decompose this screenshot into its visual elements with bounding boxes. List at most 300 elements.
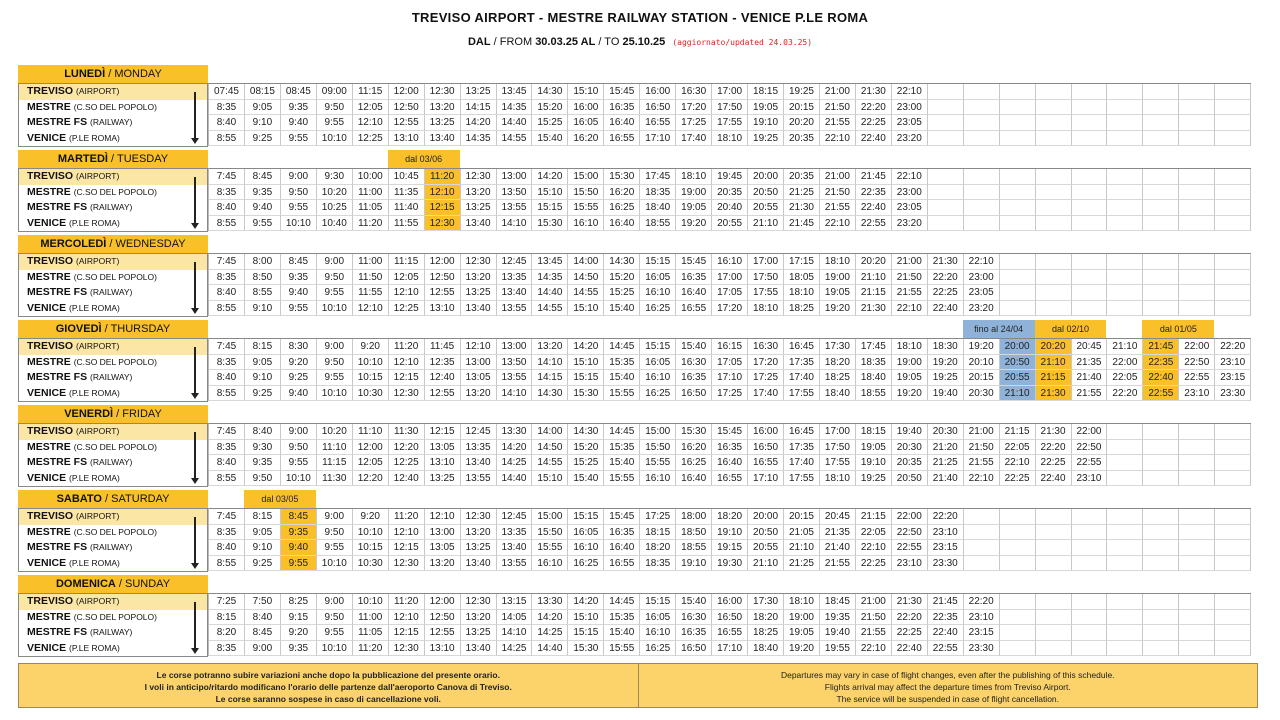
day-name-en: MONDAY: [114, 68, 162, 80]
stop-name: MESTRE: [27, 610, 71, 623]
time-cell: 15:10: [568, 610, 604, 626]
time-cell: 11:20: [389, 339, 425, 355]
time-cell: 15:50: [532, 525, 568, 541]
stop-row: [19, 540, 207, 556]
day-label: LUNEDÌ / MONDAY: [18, 65, 208, 83]
time-cell: 21:50: [856, 610, 892, 626]
time-cell: 18:20: [748, 610, 784, 626]
time-cell: 13:55: [461, 471, 497, 487]
stop-name: VENICE: [27, 131, 67, 144]
stop-name: MESTRE: [27, 355, 71, 368]
time-cell: 12:10: [353, 301, 389, 317]
time-cell: 9:00: [245, 641, 281, 657]
day-name-en: SUNDAY: [125, 578, 171, 590]
time-cell: 16:50: [640, 100, 676, 116]
time-cell: 09:00: [317, 84, 353, 100]
times-grid: [208, 593, 1251, 656]
time-cell: 15:55: [532, 540, 568, 556]
time-cell: 20:20: [1036, 339, 1072, 355]
time-cell: [964, 556, 1000, 572]
time-cell: 13:10: [389, 131, 425, 147]
time-cell: [1072, 641, 1108, 657]
time-cell: 13:00: [497, 169, 533, 185]
time-cell: 08:15: [245, 84, 281, 100]
footer-english: [639, 664, 1258, 707]
time-cell: 16:10: [640, 285, 676, 301]
time-cell: [1143, 641, 1179, 657]
time-cell: 9:55: [281, 556, 317, 572]
time-cell: [1107, 115, 1143, 131]
time-cell: [1215, 509, 1251, 525]
time-cell: [1036, 625, 1072, 641]
time-cell: 8:55: [209, 301, 245, 317]
time-cell: 14:40: [497, 115, 533, 131]
time-cell: 9:55: [317, 540, 353, 556]
time-cell: 18:15: [856, 424, 892, 440]
time-cell: 9:25: [245, 386, 281, 402]
time-cell: [1072, 84, 1108, 100]
time-cell: [1107, 471, 1143, 487]
time-cell: [1215, 625, 1251, 641]
time-cell: 17:30: [820, 339, 856, 355]
time-cell: [1143, 594, 1179, 610]
time-cell: 17:15: [784, 254, 820, 270]
time-cell: 10:40: [317, 216, 353, 232]
time-cell: 17:10: [748, 471, 784, 487]
time-cell: 22:10: [1000, 455, 1036, 471]
time-cell: 8:40: [209, 370, 245, 386]
stop-subname: (P.LE ROMA): [69, 557, 120, 568]
time-cell: 13:40: [461, 556, 497, 572]
stop-name: VENICE: [27, 216, 67, 229]
time-cell: 8:40: [209, 285, 245, 301]
time-cell: 15:15: [640, 254, 676, 270]
time-cell: 16:40: [604, 115, 640, 131]
times-grid: [208, 508, 1251, 571]
time-cell: 21:35: [820, 525, 856, 541]
time-cell: 13:40: [497, 540, 533, 556]
time-cell: [964, 169, 1000, 185]
time-cell: 13:40: [461, 216, 497, 232]
time-cell: 12:00: [425, 594, 461, 610]
time-cell: 21:10: [1036, 355, 1072, 371]
time-cell: 21:55: [1072, 386, 1108, 402]
time-cell: [1036, 285, 1072, 301]
time-cell: [1107, 185, 1143, 201]
time-cell: 23:20: [892, 216, 928, 232]
time-cell: 9:10: [245, 301, 281, 317]
time-cell: 12:10: [389, 525, 425, 541]
day-section: [18, 150, 1258, 235]
time-cell: [1072, 216, 1108, 232]
time-cell: 22:10: [892, 84, 928, 100]
time-cell: [1143, 200, 1179, 216]
day-section: [18, 320, 1258, 405]
time-cell: 17:10: [640, 131, 676, 147]
stop-row: [19, 100, 207, 116]
time-cell: 10:45: [389, 169, 425, 185]
time-cell: 20:00: [1000, 339, 1036, 355]
time-cell: 22:05: [1107, 370, 1143, 386]
stop-row: [19, 386, 207, 402]
time-cell: 20:45: [820, 509, 856, 525]
down-arrow-icon: [194, 347, 196, 395]
time-cell: 14:45: [604, 339, 640, 355]
time-cell: 20:50: [748, 525, 784, 541]
time-cell: 20:15: [784, 509, 820, 525]
time-cell: 22:20: [1107, 386, 1143, 402]
time-cell: 9:55: [245, 216, 281, 232]
time-cell: 14:20: [532, 169, 568, 185]
time-cell: 15:25: [568, 455, 604, 471]
time-cell: 11:35: [389, 185, 425, 201]
time-cell: 17:45: [640, 169, 676, 185]
time-cell: 23:10: [1179, 386, 1215, 402]
time-cell: 10:20: [317, 185, 353, 201]
stop-list: [18, 338, 208, 402]
time-cell: 15:10: [532, 471, 568, 487]
time-cell: 16:05: [568, 115, 604, 131]
time-cell: 17:45: [856, 339, 892, 355]
time-cell: 15:00: [532, 509, 568, 525]
time-cell: 8:40: [209, 455, 245, 471]
time-cell: 20:30: [892, 440, 928, 456]
time-cell: 11:15: [317, 455, 353, 471]
timetable: [18, 65, 1258, 660]
time-cell: 14:10: [497, 216, 533, 232]
time-cell: [1215, 455, 1251, 471]
stop-row: [19, 424, 207, 440]
time-cell: 12:10: [389, 285, 425, 301]
footer-it-line: Le corse saranno sospese in caso di cancellazione voli.: [215, 694, 441, 704]
time-cell: 19:35: [820, 610, 856, 626]
down-arrow-icon: [194, 177, 196, 225]
time-cell: 13:25: [461, 285, 497, 301]
time-cell: [1000, 301, 1036, 317]
time-cell: [1072, 131, 1108, 147]
time-cell: 16:10: [712, 254, 748, 270]
time-cell: 21:55: [820, 115, 856, 131]
time-cell: 18:40: [640, 200, 676, 216]
time-cell: 17:40: [676, 131, 712, 147]
stop-name: MESTRE FS: [27, 286, 88, 298]
time-cell: 19:20: [964, 339, 1000, 355]
stop-subname: (C.SO DEL POPOLO): [73, 526, 157, 537]
time-cell: 22:25: [928, 285, 964, 301]
time-cell: 16:10: [568, 216, 604, 232]
time-cell: 11:40: [389, 200, 425, 216]
time-cell: 9:20: [353, 509, 389, 525]
time-cell: 11:55: [389, 216, 425, 232]
stop-name: MESTRE FS: [27, 626, 88, 638]
time-cell: 8:00: [245, 254, 281, 270]
time-cell: 9:35: [281, 100, 317, 116]
time-cell: 15:15: [640, 339, 676, 355]
time-cell: 23:10: [1072, 471, 1108, 487]
time-cell: 14:40: [532, 641, 568, 657]
day-name-it: MARTEDÌ: [57, 153, 108, 165]
time-cell: 19:25: [784, 84, 820, 100]
time-cell: 9:10: [245, 370, 281, 386]
time-cell: 9:50: [317, 270, 353, 286]
time-cell: 9:00: [317, 339, 353, 355]
time-cell: [928, 115, 964, 131]
time-cell: 11:20: [353, 641, 389, 657]
day-name-it: SABATO: [56, 493, 102, 505]
time-cell: 16:20: [676, 440, 712, 456]
time-cell: 16:20: [568, 131, 604, 147]
time-cell: 23:15: [964, 625, 1000, 641]
time-cell: 22:55: [1072, 455, 1108, 471]
time-cell: 22:25: [856, 115, 892, 131]
time-cell: [1215, 285, 1251, 301]
time-cell: [1107, 84, 1143, 100]
date-note: dal 03/06: [388, 150, 460, 168]
day-section: [18, 490, 1258, 575]
time-cell: 13:40: [497, 285, 533, 301]
time-cell: 14:15: [532, 370, 568, 386]
time-cell: 15:40: [532, 131, 568, 147]
time-cell: [1000, 254, 1036, 270]
time-cell: 8:30: [281, 339, 317, 355]
stop-row: [19, 471, 207, 487]
time-cell: 18:10: [748, 301, 784, 317]
time-cell: 8:35: [209, 270, 245, 286]
time-cell: 12:50: [425, 610, 461, 626]
time-cell: 9:10: [245, 540, 281, 556]
time-cell: [1107, 301, 1143, 317]
stop-list: [18, 253, 208, 317]
time-cell: 8:40: [209, 540, 245, 556]
time-cell: 18:05: [784, 270, 820, 286]
time-cell: 16:10: [640, 471, 676, 487]
time-cell: 8:35: [209, 641, 245, 657]
time-cell: [1072, 254, 1108, 270]
time-cell: 23:30: [1215, 386, 1251, 402]
time-cell: 18:00: [676, 509, 712, 525]
time-cell: [1036, 270, 1072, 286]
time-cell: 16:35: [676, 370, 712, 386]
time-cell: 12:25: [353, 131, 389, 147]
stop-row: [19, 339, 207, 355]
time-cell: 19:05: [892, 370, 928, 386]
time-cell: 17:55: [784, 386, 820, 402]
time-cell: 22:10: [892, 169, 928, 185]
time-cell: 8:35: [209, 440, 245, 456]
down-arrow-icon: [194, 262, 196, 310]
time-cell: 15:30: [568, 641, 604, 657]
time-cell: 14:15: [461, 100, 497, 116]
time-cell: 14:10: [497, 386, 533, 402]
time-cell: 18:20: [820, 355, 856, 371]
time-cell: 14:00: [568, 254, 604, 270]
time-cell: 10:10: [317, 131, 353, 147]
time-cell: 22:55: [1179, 370, 1215, 386]
time-cell: 20:50: [1000, 355, 1036, 371]
stop-name: VENICE: [27, 471, 67, 484]
time-cell: 22:20: [964, 594, 1000, 610]
time-cell: [1143, 301, 1179, 317]
time-cell: 9:05: [245, 525, 281, 541]
time-cell: 12:45: [461, 424, 497, 440]
time-cell: [1215, 270, 1251, 286]
time-cell: 9:55: [281, 301, 317, 317]
time-cell: 7:45: [209, 509, 245, 525]
time-cell: 21:00: [964, 424, 1000, 440]
time-cell: 22:25: [1036, 455, 1072, 471]
stop-subname: (RAILWAY): [90, 372, 133, 382]
time-cell: 9:40: [281, 540, 317, 556]
time-cell: 12:30: [461, 254, 497, 270]
time-cell: [1179, 594, 1215, 610]
time-cell: [1072, 285, 1108, 301]
time-cell: [1000, 556, 1036, 572]
time-cell: 16:30: [676, 610, 712, 626]
time-cell: 18:45: [820, 594, 856, 610]
time-cell: 23:15: [928, 540, 964, 556]
time-cell: 14:45: [604, 594, 640, 610]
time-cell: 10:15: [353, 540, 389, 556]
time-cell: 16:10: [640, 370, 676, 386]
time-cell: 18:10: [820, 254, 856, 270]
time-cell: [1107, 254, 1143, 270]
time-cell: 16:05: [640, 355, 676, 371]
time-cell: 7:25: [209, 594, 245, 610]
time-cell: 8:55: [209, 386, 245, 402]
time-cell: [1000, 270, 1036, 286]
time-cell: 15:55: [604, 641, 640, 657]
time-cell: 15:45: [604, 84, 640, 100]
time-cell: [1215, 610, 1251, 626]
time-cell: [1215, 169, 1251, 185]
time-cell: 19:40: [892, 424, 928, 440]
stop-name: MESTRE FS: [27, 456, 88, 468]
time-cell: 13:35: [497, 525, 533, 541]
time-cell: 16:25: [604, 200, 640, 216]
time-cell: 22:35: [928, 610, 964, 626]
time-cell: 10:10: [281, 471, 317, 487]
stop-row: [19, 440, 207, 456]
time-cell: [1179, 625, 1215, 641]
time-cell: 12:30: [461, 509, 497, 525]
time-cell: 8:15: [245, 339, 281, 355]
time-cell: 12:50: [389, 100, 425, 116]
time-cell: [1215, 424, 1251, 440]
time-cell: 12:40: [425, 370, 461, 386]
time-cell: 17:10: [712, 641, 748, 657]
footer-it-line: I voli in anticipo/ritardo modificano l'orario delle partenze dall'aeroporto Canova di Treviso.: [144, 682, 512, 692]
time-cell: 12:10: [389, 610, 425, 626]
time-cell: 16:40: [604, 540, 640, 556]
time-cell: 21:10: [1107, 339, 1143, 355]
time-cell: 15:30: [604, 169, 640, 185]
time-cell: 21:10: [748, 216, 784, 232]
stop-row: [19, 610, 207, 626]
time-cell: 16:40: [604, 216, 640, 232]
time-cell: 19:40: [820, 625, 856, 641]
time-cell: 18:25: [820, 370, 856, 386]
time-cell: [1179, 169, 1215, 185]
time-cell: 13:55: [497, 200, 533, 216]
time-cell: 23:05: [964, 285, 1000, 301]
time-cell: 9:40: [281, 115, 317, 131]
time-cell: 15:40: [604, 301, 640, 317]
time-cell: 9:55: [317, 115, 353, 131]
time-cell: 20:35: [784, 131, 820, 147]
time-cell: 11:20: [389, 509, 425, 525]
time-cell: 9:55: [281, 131, 317, 147]
time-cell: 13:20: [461, 525, 497, 541]
stop-name: VENICE: [27, 641, 67, 654]
time-cell: 15:55: [568, 200, 604, 216]
day-section: [18, 235, 1258, 320]
time-cell: 18:55: [640, 216, 676, 232]
time-cell: 12:50: [425, 270, 461, 286]
footer-italian: [19, 664, 639, 707]
time-cell: [1107, 100, 1143, 116]
stop-subname: (RAILWAY): [90, 202, 133, 212]
stop-subname: (RAILWAY): [90, 457, 133, 467]
time-cell: [1215, 84, 1251, 100]
stop-subname: (RAILWAY): [90, 117, 133, 127]
time-cell: 17:35: [784, 440, 820, 456]
day-name-en: WEDNESDAY: [115, 238, 186, 250]
time-cell: 7:45: [209, 169, 245, 185]
time-cell: 23:15: [1215, 370, 1251, 386]
time-cell: [1000, 509, 1036, 525]
time-cell: 13:55: [497, 370, 533, 386]
time-cell: 13:35: [461, 440, 497, 456]
time-cell: 8:20: [209, 625, 245, 641]
time-cell: [1072, 115, 1108, 131]
time-cell: 19:45: [712, 169, 748, 185]
time-cell: 17:25: [640, 509, 676, 525]
time-cell: [964, 84, 1000, 100]
day-name-en: SATURDAY: [111, 493, 170, 505]
time-cell: 12:45: [497, 254, 533, 270]
stop-name: TREVISO: [27, 170, 74, 182]
time-cell: [964, 525, 1000, 541]
footer-en-line: Flights arrival may affect the departure times from Treviso Airport.: [824, 682, 1071, 692]
time-cell: 16:55: [604, 131, 640, 147]
time-cell: 8:40: [245, 610, 281, 626]
time-cell: 17:00: [748, 254, 784, 270]
stop-subname: (P.LE ROMA): [69, 642, 120, 653]
from-label: / FROM: [493, 36, 533, 48]
time-cell: 19:55: [820, 641, 856, 657]
time-cell: 8:40: [209, 115, 245, 131]
time-cell: [1143, 216, 1179, 232]
time-cell: 15:25: [532, 115, 568, 131]
time-cell: 7:45: [209, 424, 245, 440]
time-cell: [1143, 525, 1179, 541]
time-cell: 14:05: [497, 610, 533, 626]
time-cell: 16:25: [640, 386, 676, 402]
time-cell: 8:35: [209, 100, 245, 116]
time-cell: 18:10: [784, 594, 820, 610]
time-cell: [1143, 169, 1179, 185]
time-cell: [1215, 471, 1251, 487]
time-cell: 21:00: [820, 84, 856, 100]
time-cell: 21:40: [1072, 370, 1108, 386]
stop-subname: (RAILWAY): [90, 627, 133, 637]
time-cell: [1036, 100, 1072, 116]
time-cell: 10:10: [317, 386, 353, 402]
stop-name: MESTRE: [27, 100, 71, 113]
time-cell: 21:30: [1036, 424, 1072, 440]
day-name-en: FRIDAY: [122, 408, 162, 420]
time-cell: 16:45: [784, 339, 820, 355]
